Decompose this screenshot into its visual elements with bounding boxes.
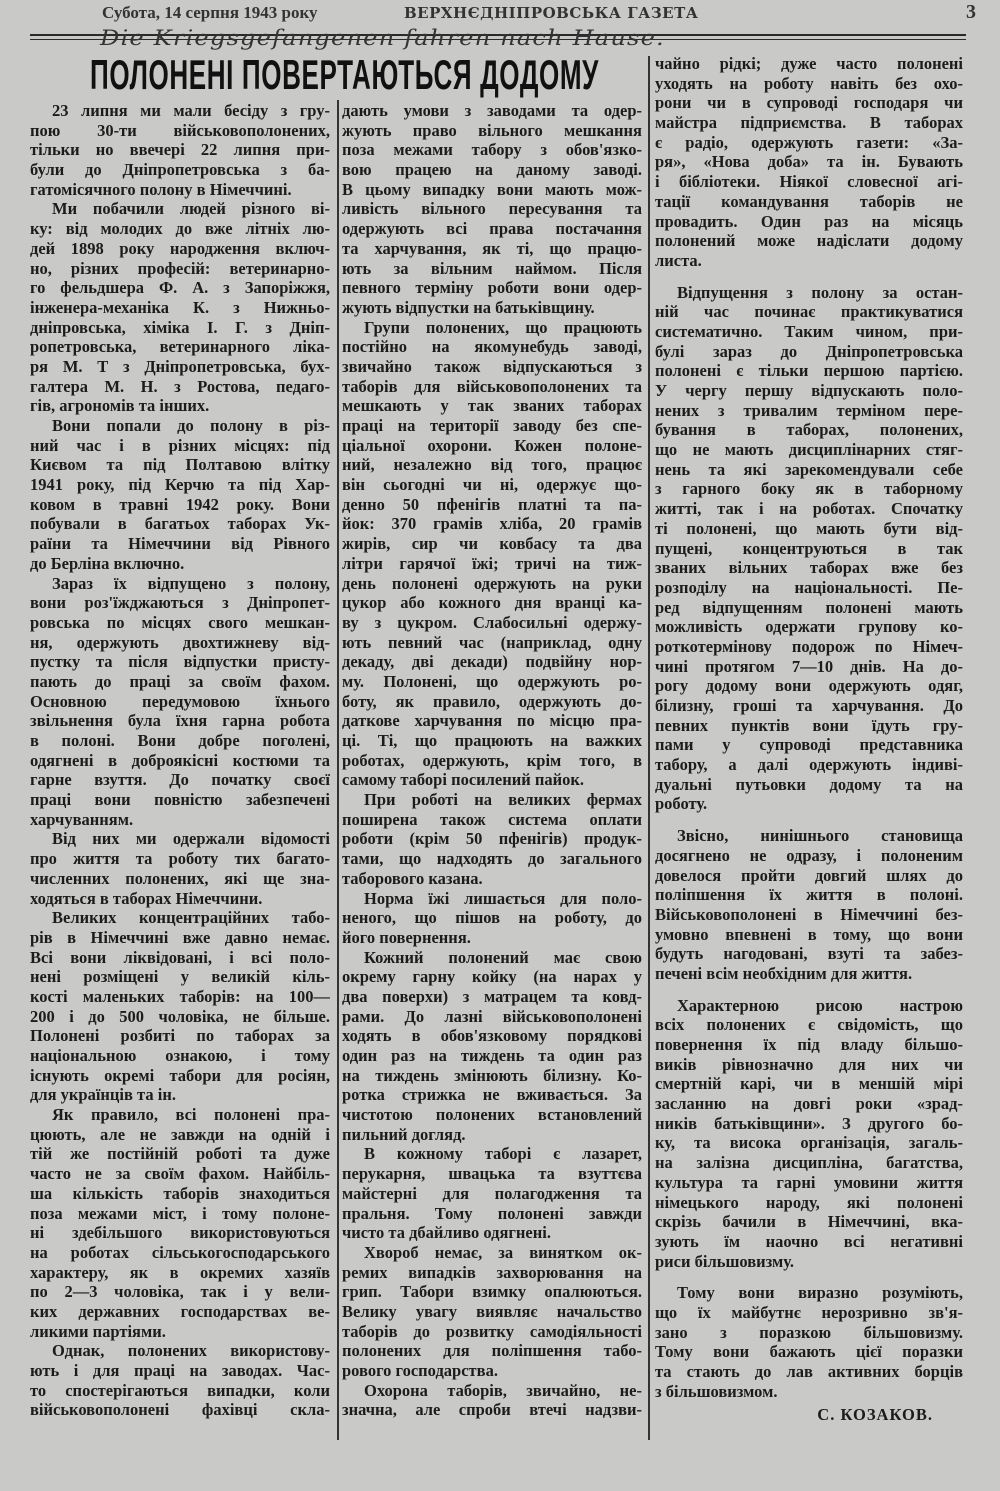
text-line: уходять на роботу навіть без охо- xyxy=(655,73,963,93)
text-line: риси більшовизму. xyxy=(655,1251,795,1271)
paragraph xyxy=(655,826,963,984)
text-line: пральня. Тому полонені завжди xyxy=(342,1203,642,1223)
text-line: тації командування таборів не xyxy=(655,191,963,211)
text-line: ють і для праці на заводах. Час- xyxy=(30,1361,330,1380)
text-line: 200 і до 500 чоловіка, не більше. xyxy=(30,1006,330,1026)
text-line: поліпшення їх життя в полоні. xyxy=(655,885,963,905)
text-line: дніпровська, хіміка І. Г. з Дніп- xyxy=(30,317,330,337)
paragraph xyxy=(655,996,963,1272)
text-line: печені всім необхідним для життя. xyxy=(655,963,913,983)
text-line: два поверхи) з матрацем та ковд- xyxy=(342,986,642,1006)
text-line: житті, так і на роботах. Спочатку xyxy=(655,499,963,519)
text-line: полонених для поліпшення табо- xyxy=(342,1341,642,1361)
text-line: скрізь бачили в Німеччині, вка- xyxy=(655,1212,963,1232)
text-line: пустку та після відпустки присту- xyxy=(30,652,330,672)
text-line: декаду, дві декади) подвійну нор- xyxy=(342,652,642,672)
text-line: окрему гарну койку (на нарах у xyxy=(342,967,642,987)
text-line: він сьогодні чи ні, одержує що- xyxy=(342,475,642,495)
paragraph xyxy=(30,199,330,416)
paragraph xyxy=(342,889,642,948)
text-line: гарне взуття. До початку своєї xyxy=(30,770,330,790)
text-line: звичайно також відпускаються з xyxy=(342,356,642,376)
text-line: певного терміну роботи вони одер- xyxy=(342,278,642,298)
text-line: літри гарячої їжі; тричі на тиж- xyxy=(342,553,642,573)
text-line: ву з цукром. Слабосильні одержу- xyxy=(342,612,642,632)
newspaper-name: ВЕРХНЄДНІПРОВСЬКА ГАЗЕТА xyxy=(404,4,699,22)
text-line: тій же постійній роботі та дуже xyxy=(30,1144,330,1164)
text-line: чисто та дбайливо одягнені. xyxy=(342,1223,551,1243)
paragraph xyxy=(342,790,642,888)
text-line: таборів до розвитку самодіяльності xyxy=(342,1321,642,1341)
text-line: інженера-механіка К. з Нижньо- xyxy=(30,297,330,317)
text-line: одержують всі права постачання xyxy=(342,219,642,239)
text-line: вою працею на даному заводі. xyxy=(342,160,642,180)
text-line: жують відпустки на батьківщину. xyxy=(342,297,595,317)
article-section xyxy=(655,54,963,271)
text-line: цюють, але не завжди на одній і xyxy=(30,1124,330,1144)
text-line: ходять в обов'язковому порядкові xyxy=(342,1026,642,1046)
text-line: досягнено не одразу, і полоненим xyxy=(655,845,963,865)
text-line: всіх полонених є свідомість, що xyxy=(655,1015,963,1035)
text-line: Охорона таборів, звичайно, не- xyxy=(364,1380,642,1400)
text-line: пильний догляд. xyxy=(342,1124,466,1144)
paragraph xyxy=(30,574,330,830)
text-line: смертній карі, чи в меншій мірі xyxy=(655,1074,963,1094)
text-line: розподілу на національності. Пе- xyxy=(655,577,963,597)
text-line: Кожний полонений має свою xyxy=(364,947,642,967)
text-line: з більшовизмом. xyxy=(655,1381,778,1401)
text-line: на залізна дисципліна, багатства, xyxy=(655,1153,963,1173)
paragraph xyxy=(342,948,642,1145)
column-divider xyxy=(648,56,650,1440)
text-line: на тиждень змінюють білизну. Ко- xyxy=(342,1065,642,1085)
text-line: вони роз'їжджаються з Дніпропет- xyxy=(30,593,330,613)
text-line: чистотою полонених встановлений xyxy=(342,1105,642,1125)
text-line: пають до праці за своїм фахом. xyxy=(30,671,330,691)
text-line: будуть нагодовані, взуті та забез- xyxy=(655,944,963,964)
text-line: побували в багатьох таборах Ук- xyxy=(30,514,330,534)
paragraph xyxy=(655,54,963,271)
text-line: зують їм наочно всі негативні xyxy=(655,1231,963,1251)
text-line: Від них ми одержали відомості xyxy=(52,829,330,849)
text-line: му. Полонені, що одержують ро- xyxy=(342,671,642,691)
text-line: ропетровська, ветеринарного ліка- xyxy=(30,337,330,357)
text-line: Тому вони бажають цієї поразки xyxy=(655,1342,963,1362)
text-line: чині протягом 7—10 днів. На до- xyxy=(655,656,963,676)
paragraph xyxy=(30,1105,330,1341)
text-line: го фельдшера Ф. А. з Запоріжжя, xyxy=(30,278,330,298)
text-line: харчуванням. xyxy=(30,809,134,829)
issue-date: Субота, 14 серпня 1943 року xyxy=(102,3,318,22)
text-line: то спостерігаються випадки, коли xyxy=(30,1380,330,1400)
text-line: раїни та Німеччини від Рівного xyxy=(30,534,330,554)
text-line: роботах, одержують, крім того, в xyxy=(342,750,642,770)
text-line: про життя та роботу тих багато- xyxy=(30,849,330,869)
text-line: нених з тривалим терміном пере- xyxy=(655,400,963,420)
text-line: перукарня, швацька та взуттєва xyxy=(342,1164,642,1184)
text-line: ходяться в таборах Німеччини. xyxy=(30,888,263,908)
text-line: рами. До лазні військовополонені xyxy=(342,1006,642,1026)
text-line: При роботі на великих фермах xyxy=(364,790,642,810)
text-line: до Берліна включно. xyxy=(30,553,185,573)
text-line: ря», «Нова доба» та ін. Бувають xyxy=(655,152,963,172)
text-line: та стають до лав активних борців xyxy=(655,1362,963,1381)
text-line: ні здебільшого використовуються xyxy=(30,1223,330,1243)
text-line: ній час починає практикуватися xyxy=(655,302,963,322)
article-column-1 xyxy=(30,101,330,1420)
article-section xyxy=(342,101,642,1420)
text-line: значна, але спроби втечі надзви- xyxy=(342,1400,642,1420)
text-line: В цьому випадку вони мають мож- xyxy=(342,179,642,199)
text-line: характеру, як в окремих хазяїв xyxy=(30,1262,330,1282)
text-line: листа. xyxy=(655,250,702,270)
text-line: Велику увагу виявляє начальство xyxy=(342,1301,642,1321)
text-line: нені розміщені у великій кіль- xyxy=(30,967,330,987)
column-divider xyxy=(337,100,339,1440)
paragraph xyxy=(30,1341,330,1420)
text-line: культура та гарні умовини життя xyxy=(655,1172,963,1192)
text-line: зано з поразкою більшовизму. xyxy=(655,1322,963,1342)
paragraph xyxy=(30,908,330,1105)
text-line: таборового казана. xyxy=(342,868,483,888)
text-line: майстерні для полагодження та xyxy=(342,1183,642,1203)
text-line: систематично. Таким чином, при- xyxy=(655,321,963,341)
text-line: таборів для військовополонених та xyxy=(342,376,642,396)
text-line: Як правило, всі полонені пра- xyxy=(52,1105,330,1125)
text-line: самому таборі посилений пайок. xyxy=(342,770,585,790)
paragraph xyxy=(342,1144,642,1242)
text-line: провадить. Один раз на місяць xyxy=(655,211,963,231)
text-line: кості маленьких таборів: на 100— xyxy=(30,986,330,1006)
text-line: булі зараз до Дніпропетровська xyxy=(655,341,963,361)
text-line: що не мають дисциплінарних стяг- xyxy=(655,440,963,460)
text-line: Норма їжі лишається для поло- xyxy=(364,888,642,908)
text-line: один раз на тиждень та один раз xyxy=(342,1046,642,1065)
author-signature: С. КОЗАКОВ. xyxy=(817,1405,933,1425)
text-line: пущені, концентруються в так xyxy=(655,538,963,558)
text-line: звільнення була їхня гарна робота xyxy=(30,711,330,731)
text-line: дають умови з заводами та одер- xyxy=(342,101,642,120)
text-line: неного, що пішов на роботу, до xyxy=(342,908,642,928)
text-line: ників батьківщини». З другого бо- xyxy=(655,1113,963,1133)
text-line: військовополонені фахівці скла- xyxy=(30,1400,330,1420)
text-line: і бібліотеки. Ніякої словесної агі- xyxy=(655,172,963,192)
text-line: роботи (крім 50 пфенігів) продук- xyxy=(342,829,642,849)
article-title: ПОЛОНЕНІ ПОВЕРТАЮТЬСЯ ДОДОМУ xyxy=(90,51,600,98)
text-line: роткотермінову подорож по Німеч- xyxy=(655,636,963,656)
text-line: одягнені в доброякісні костюми та xyxy=(30,750,330,770)
text-line: бування в таборах, полонених, xyxy=(655,420,963,440)
text-line: ють за вільним наймом. Після xyxy=(342,258,642,278)
text-line: ті полонені, що мають бути від- xyxy=(655,518,963,538)
text-line: табору, а далі одержують індиві- xyxy=(655,755,963,775)
text-line: роботу. xyxy=(655,794,708,814)
text-line: часто не за своїм фахом. Найбіль- xyxy=(30,1164,330,1184)
text-line: довелося пройти довгий шлях до xyxy=(655,865,963,885)
text-line: Ми побачили людей різного ві- xyxy=(52,199,330,219)
text-line: 23 липня ми мали бесіду з гру- xyxy=(52,101,330,120)
text-line: умовно впевнені в тому, що вони xyxy=(655,924,963,944)
text-line: Тому вони виразно розуміють, xyxy=(677,1283,963,1303)
text-line: ких державних господарствах ве- xyxy=(30,1301,330,1321)
text-line: ротка стрижка не вживається. За xyxy=(342,1085,642,1105)
text-line: боту, як правило, одержують до- xyxy=(342,691,642,711)
text-line: майстра підприємства. В таборах xyxy=(655,113,963,133)
text-line: німецького народу, які полонені xyxy=(655,1192,963,1212)
text-line: гів, агрономів та інших. xyxy=(30,396,210,416)
paragraph xyxy=(342,101,642,318)
text-line: ковом в травні 1942 року. Вони xyxy=(30,494,330,514)
text-line: ря М. Т з Дніпропетровська, бух- xyxy=(30,356,330,376)
text-line: є радіо, одержують газети: «За- xyxy=(655,132,963,152)
text-line: Великих концентраційних табо- xyxy=(52,908,330,928)
text-line: полонений може надіслати додому xyxy=(655,231,963,251)
handwritten-note: Die Kriegsgefangenen fahren nach Hause. xyxy=(100,26,665,50)
text-line: ціальної охорони. Кожен полоне- xyxy=(342,435,642,455)
text-line: дей 1898 року народження включ- xyxy=(30,238,330,258)
text-line: постійно на якомунебудь заводі, xyxy=(342,337,642,357)
text-line: галтера М. Н. з Ростова, педаго- xyxy=(30,376,330,396)
text-line: Однак, полонених використову- xyxy=(52,1341,330,1361)
text-line: ликими партіями. xyxy=(30,1321,166,1341)
text-line: Звісно, нинішнього становища xyxy=(677,826,963,846)
text-line: по 2—3 чоловіка, так і у вели- xyxy=(30,1282,330,1302)
text-line: гатомісячного полону в Німеччині. xyxy=(30,179,292,199)
text-line: ня, одержують двохтижневу від- xyxy=(30,632,330,652)
text-line: пами у супроводі представника xyxy=(655,735,963,755)
text-line: поза межами табору з обов'язко- xyxy=(342,140,642,160)
text-line: грип. Табори взимку опалюються. xyxy=(342,1282,642,1302)
paragraph xyxy=(655,283,963,815)
text-line: 1941 року, під Керчю та під Хар- xyxy=(30,475,330,495)
article-section xyxy=(30,101,330,1420)
text-line: виків рівнозначно для них чи xyxy=(655,1054,963,1074)
text-line: Основною передумовою їхнього xyxy=(30,691,330,711)
paragraph xyxy=(655,1283,963,1401)
text-line: ша кількість таборів знаходиться xyxy=(30,1183,330,1203)
text-line: ку: від молодих до вже літніх лю- xyxy=(30,219,330,239)
paragraph xyxy=(30,101,330,199)
article-section xyxy=(655,1283,963,1401)
text-line: Зараз їх відпущено з полону, xyxy=(52,573,330,593)
text-line: ний, незалежно від того, працює xyxy=(342,455,642,475)
text-line: У чергу першу відпускають поло- xyxy=(655,381,963,400)
text-line: дуальні путьовки додому та на xyxy=(655,774,963,794)
text-line: нень та які зарекомендували себе xyxy=(655,459,963,479)
text-line: засланню на довгі роки «зрад- xyxy=(655,1094,963,1114)
text-line: Всі вони ліквідовані, і всі поло- xyxy=(30,947,330,967)
text-line: існують окремі табори для росіян, xyxy=(30,1065,330,1085)
text-line: тами, що надходять до загального xyxy=(342,849,642,869)
text-line: йок: 370 грамів хліба, 20 грамів xyxy=(342,514,642,534)
paragraph xyxy=(30,416,330,574)
text-line: для українців та ін. xyxy=(30,1085,176,1105)
article-section xyxy=(655,283,963,815)
text-line: білизну, гроші та харчування. До xyxy=(655,696,963,715)
text-line: даткове харчування по місцю пра- xyxy=(342,711,642,731)
text-line: мешкають у так званих таборах xyxy=(342,396,642,416)
text-line: ред відпущенням полонені мають xyxy=(655,597,963,617)
text-line: полонені є тільки першою партією. xyxy=(655,361,963,381)
article-column-2 xyxy=(342,101,642,1420)
text-line: ровська по місцях свого мешкан- xyxy=(30,612,330,632)
text-line: ють певний час (наприклад, одну xyxy=(342,632,642,652)
article-column-3 xyxy=(655,54,963,1425)
text-line: праці вони повністю забезпечені xyxy=(30,790,330,810)
text-line: Хвороб немає, за винятком ок- xyxy=(364,1242,642,1262)
paragraph xyxy=(30,829,330,908)
text-line: повернення їх під владу більшо- xyxy=(655,1035,963,1054)
text-line: Полонені розбиті по таборах за xyxy=(30,1026,330,1046)
text-line: Групи полонених, що працюють xyxy=(364,317,642,337)
text-line: Києвом та під Полтавою влітку xyxy=(30,455,330,475)
paragraph xyxy=(342,1243,642,1381)
text-line: рогу додому вони одержують одяг, xyxy=(655,676,963,696)
text-line: що їх майбутнє нерозривно зв'я- xyxy=(655,1302,963,1322)
text-line: в полоні. Вони добре поголені, xyxy=(30,731,330,750)
text-line: званих вільних таборах вже без xyxy=(655,558,963,578)
text-line: національною ознакою, і тому xyxy=(30,1046,330,1065)
text-line: В кожному таборі є лазарет, xyxy=(364,1144,642,1164)
text-line: рового господарства. xyxy=(342,1361,498,1380)
text-line: жирів, сир чи ковбасу та два xyxy=(342,534,642,554)
text-line: пою 30-ти військовополонених, xyxy=(30,120,330,140)
page-number: 3 xyxy=(966,1,976,23)
text-line: ку, та висока організація, загаль- xyxy=(655,1133,963,1153)
paragraph xyxy=(342,1381,642,1420)
text-line: на роботах сільськогосподарського xyxy=(30,1242,330,1262)
text-line: Військовополонені в Німеччині без- xyxy=(655,904,963,924)
text-line: були до Дніпропетровська з ба- xyxy=(30,160,330,180)
text-line: Вони попали до полону в різ- xyxy=(52,416,330,435)
text-line: поширена також система оплати xyxy=(342,809,642,829)
paragraph xyxy=(342,318,642,791)
text-line: його повернення. xyxy=(342,927,471,947)
text-line: праці на території заводу без спе- xyxy=(342,416,642,435)
article-section xyxy=(655,826,963,984)
text-line: Відпущення з полону за остан- xyxy=(677,282,963,302)
text-line: рони чи в супроводі господаря чи xyxy=(655,93,963,113)
text-line: чайно рідкі; дуже часто полонені xyxy=(655,54,963,73)
text-line: можливість одержати групову ко- xyxy=(655,617,963,637)
text-line: рів в Німеччині вже давно немає. xyxy=(30,927,330,947)
text-line: ці. Ті, що працюють на важких xyxy=(342,731,642,750)
text-line: тільки но ввечері 22 липня при- xyxy=(30,140,330,160)
text-line: но, різних професій: ветеринарно- xyxy=(30,258,330,278)
text-line: певних пунктів вони їдуть гру- xyxy=(655,715,963,735)
text-line: денно 50 пфенігів платні та па- xyxy=(342,494,642,514)
text-line: численних полонених, які ще зна- xyxy=(30,868,330,888)
article-section xyxy=(655,996,963,1272)
text-line: Характерною рисою настрою xyxy=(677,995,963,1015)
text-line: та харчування, як ті, що працю- xyxy=(342,238,642,258)
text-line: поза межами міст, і тому полоне- xyxy=(30,1203,330,1223)
text-line: ливість вільного пересування та xyxy=(342,199,642,219)
text-line: ремих випадків захворювання на xyxy=(342,1262,642,1282)
text-line: з гарного боку як в таборному xyxy=(655,479,963,499)
text-line: ний час і в різних місцях: під xyxy=(30,435,330,455)
text-line: жують право вільного мешкання xyxy=(342,120,642,140)
text-line: день полонені одержують на руки xyxy=(342,573,642,593)
text-line: цукор або кожного дня вранці ка- xyxy=(342,593,642,613)
